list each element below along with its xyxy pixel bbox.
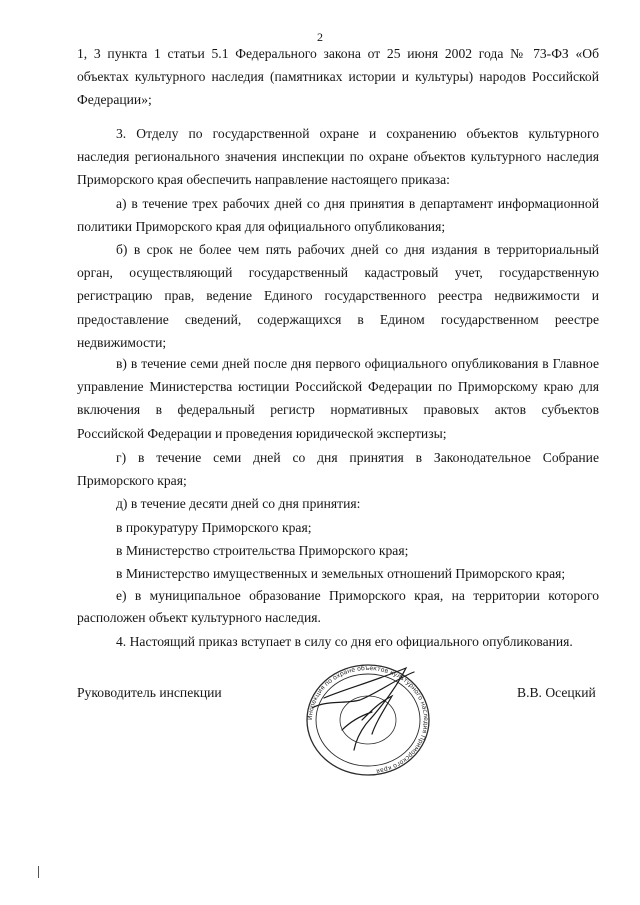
paragraph-text: а) в течение трех рабочих дней со дня принятия в департамент информационной	[116, 196, 599, 211]
paragraph-subitem-a	[77, 192, 599, 215]
paragraph-last-line: недвижимости;	[77, 335, 167, 350]
paragraph-text: 3. Отделу по государственной охране и сохранению объектов культурного наследия регионального значения инспекции по охране объектов культурного наследия	[77, 126, 599, 165]
paragraph-text: б) в срок не более чем пять рабочих дней со дня издания в территориальный орган, осуществляющий государственный кадастровый учет, государственную регистрацию прав, ведение Единого государственного реестра недвижимости и предоставление сведений, содержащихся в Едином государственном реестре	[77, 242, 599, 327]
paragraph-last-line: политики Приморского края для официального опубликования;	[77, 219, 446, 234]
signatory-position: Руководитель инспекции	[77, 685, 222, 700]
seal-ring-text: Инспекция по охране объектов культурного наследия Приморского края	[306, 664, 430, 775]
paragraph-text: 1, 3 пункта 1 статьи 5.1 Федерального закона от 25 июня 2002 года № 73-ФЗ «Об объектах культурного наследия (памятниках истории и культуры) народов Российской	[77, 46, 599, 85]
signatory-name: В.В. Осецкий	[517, 685, 596, 700]
paragraph-subitem-b	[77, 238, 599, 331]
recipient-property-ministry: в Министерство имущественных и земельных отношений Приморского края;	[116, 566, 566, 581]
paragraph-subitem-e	[77, 584, 599, 607]
paragraph-subitem-g	[77, 446, 599, 469]
recipient-construction-ministry: в Министерство строительства Приморского края;	[116, 543, 409, 558]
page-number: 2	[317, 30, 323, 44]
recipient-prosecutor: в прокуратуру Приморского края;	[116, 520, 312, 535]
paragraph-last-line: Приморского края обеспечить направление настоящего приказа:	[77, 172, 450, 187]
paragraph-last-line: Приморского края;	[77, 473, 187, 488]
paragraph-text: е) в муниципальное образование Приморского края, на территории которого	[116, 588, 599, 603]
paragraph-subitem-d: д) в течение десяти дней со дня принятия:	[116, 496, 361, 511]
paragraph-text: г) в течение семи дней со дня принятия в Законодательное Собрание	[116, 450, 599, 465]
margin-mark	[38, 866, 39, 878]
paragraph-text: в) в течение семи дней после дня первого официального опубликования в Главное управление Министерства юстиции Российской Федерации по Приморскому краю для включения в федеральный регистр нормативных правовых актов субъектов	[77, 356, 599, 418]
paragraph-last-line: расположен объект культурного наследия.	[77, 610, 321, 625]
paragraph-item-4: 4. Настоящий приказ вступает в силу со дня его официального опубликования.	[116, 634, 573, 649]
paragraph-continuation	[77, 42, 599, 88]
paragraph-subitem-v	[77, 352, 599, 422]
paragraph-last-line: Федерации»;	[77, 92, 152, 107]
official-seal	[302, 660, 434, 780]
paragraph-last-line: Российской Федерации и проведения юридической экспертизы;	[77, 426, 447, 441]
paragraph-item-3	[77, 122, 599, 168]
